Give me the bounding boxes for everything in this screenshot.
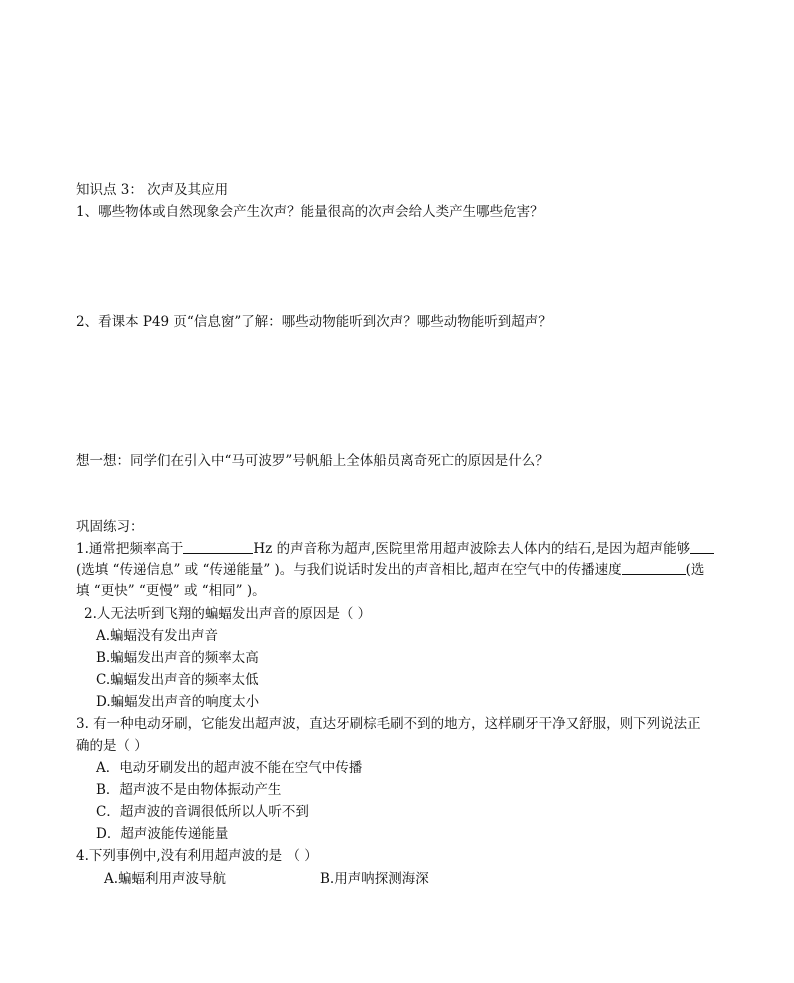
practice-q4-option-b: B.用声呐探测海深 xyxy=(320,871,429,887)
practice-q1-text-c: (选填 “传递信息” 或 “传递能量” )。与我们说话时发出的声音相比,超声在空气中的传播速度 xyxy=(76,562,622,578)
practice-q1-text-b: Hz 的声音称为超声,医院里常用超声波除去人体内的结石,是因为超声能够 xyxy=(253,541,691,557)
answer-blank[interactable] xyxy=(622,560,686,575)
practice-q2-option-d: D.蝙蝠发出声音的响度太小 xyxy=(96,694,260,710)
practice-q3-option-b: B．超声波不是由物体振动产生 xyxy=(96,782,282,798)
practice-q1-line1 xyxy=(76,539,714,560)
practice-q3-option-a: A．电动牙刷发出的超声波不能在空气中传播 xyxy=(96,760,363,776)
practice-title: 巩固练习： xyxy=(76,519,144,535)
practice-q1-line3: 填 “更快” “更慢” 或 “相同” )。 xyxy=(76,583,266,599)
practice-q1-text-d: (选 xyxy=(685,562,705,578)
practice-q3-stem-line2: 确的是（ ） xyxy=(76,738,148,754)
practice-q4-option-a: A.蝙蝠利用声波导航 xyxy=(104,871,227,887)
practice-q1-text-a: 1.通常把频率高于 xyxy=(76,541,184,557)
practice-q2-option-a: A.蝙蝠没有发出声音 xyxy=(96,628,219,644)
section-heading: 知识点 3： 次声及其应用 xyxy=(76,182,229,198)
practice-q3-stem-line1: 3. 有一种电动牙刷，它能发出超声波，直达牙刷棕毛刷不到的地方，这样刷牙干净又舒服，则下列说法正 xyxy=(76,716,701,732)
practice-q2-stem: 2.人无法听到飞翔的蝙蝠发出声音的原因是（ ） xyxy=(84,606,372,622)
practice-q3-option-d: D．超声波能传递能量 xyxy=(96,826,229,842)
practice-q1-line2 xyxy=(76,560,704,581)
question-2: 2、看课本 P49 页“信息窗”了解：哪些动物能听到次声？哪些动物能听到超声？ xyxy=(76,314,552,330)
answer-blank[interactable] xyxy=(183,539,253,554)
practice-q2-option-c: C.蝙蝠发出声音的频率太低 xyxy=(96,672,259,688)
answer-blank[interactable] xyxy=(690,539,714,554)
think-question: 想一想：同学们在引入中“马可波罗”号帆船上全体船员离奇死亡的原因是什么？ xyxy=(76,453,549,469)
question-1: 1、哪些物体或自然现象会产生次声？能量很高的次声会给人类产生哪些危害？ xyxy=(76,204,544,220)
practice-q2-option-b: B.蝙蝠发出声音的频率太高 xyxy=(96,650,259,666)
practice-q3-option-c: C．超声波的音调很低所以人听不到 xyxy=(96,804,309,820)
practice-q4-stem: 4.下列事例中,没有利用超声波的是 （ ） xyxy=(76,848,318,864)
